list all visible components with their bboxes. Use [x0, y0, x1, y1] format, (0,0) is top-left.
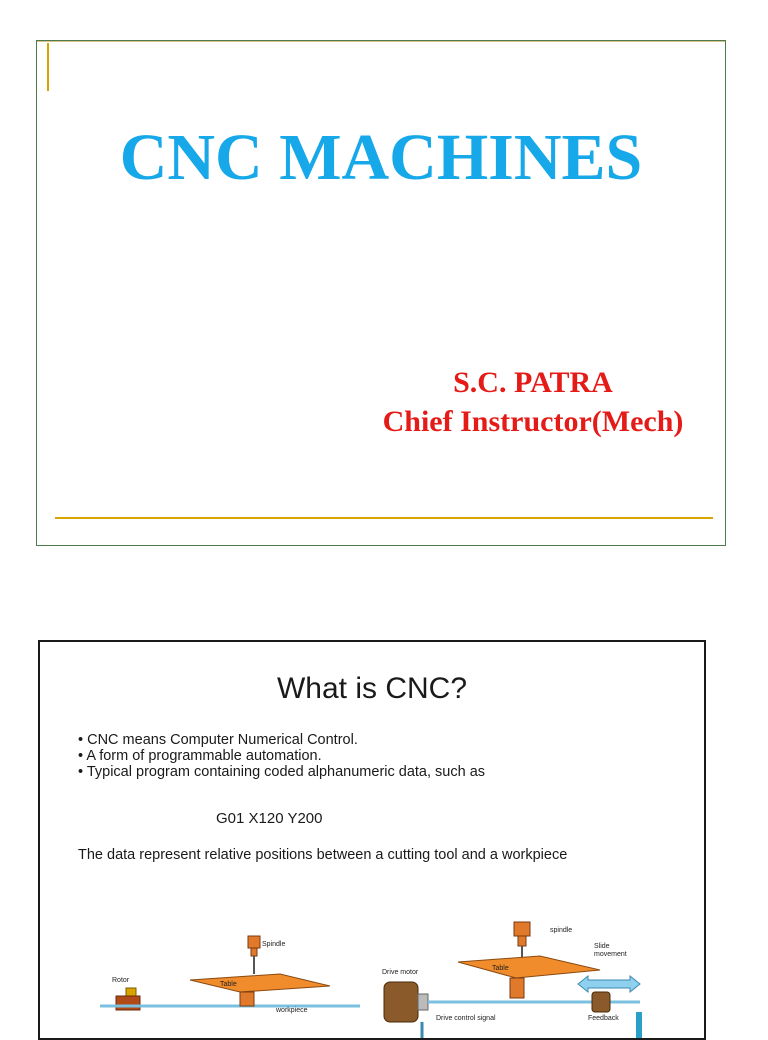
spindle-head: [248, 936, 260, 948]
slide-movement-line: movement: [594, 951, 627, 958]
nut: [510, 978, 524, 998]
table-shape: [190, 974, 330, 992]
drive-motor-shape: [384, 982, 418, 1022]
bottom-rule: [55, 517, 713, 519]
double-arrow-icon: [578, 976, 640, 992]
bullet-item: • A form of programmable automation.: [78, 748, 485, 764]
what-is-cnc-slide: [38, 640, 706, 1040]
spindle-head: [514, 922, 530, 936]
left-accent-bar: [47, 43, 49, 91]
coupling: [418, 994, 428, 1010]
table-shape: [458, 956, 600, 978]
gcode-example: G01 X120 Y200: [216, 810, 323, 827]
top-accent-line: [37, 41, 725, 42]
rotor-base: [116, 996, 140, 1010]
bullet-item: • CNC means Computer Numerical Control.: [78, 732, 485, 748]
spindle-body: [518, 936, 526, 946]
spindle-label: Spindle: [262, 941, 286, 948]
bullet-item: • Typical program containing coded alphanumeric data, such as: [78, 764, 485, 780]
feedback-bar: [636, 1012, 642, 1040]
spindle-label: spindle: [550, 927, 573, 934]
slide-title: CNC MACHINES: [119, 121, 643, 194]
table-label: Table: [492, 965, 509, 972]
drive-control-signal-label: Drive control signal: [436, 1015, 496, 1022]
title-slide: [36, 40, 726, 546]
bullet-list: [78, 732, 485, 780]
author-role: Chief Instructor(Mech): [382, 405, 684, 438]
workpiece-label: workpiece: [276, 1007, 308, 1014]
spindle-body: [251, 948, 257, 956]
drive-motor-label: Drive motor: [382, 969, 419, 976]
closed-loop-diagram: [382, 922, 642, 1040]
nut: [240, 992, 254, 1006]
open-loop-diagram: [100, 936, 360, 1014]
rotor-label: Rotor: [112, 977, 130, 984]
encoder: [592, 992, 610, 1012]
author-block: [347, 363, 719, 441]
slide-movement-line: Slide: [594, 943, 610, 950]
author-name: S.C. PATRA: [453, 366, 613, 399]
table-label: Table: [220, 981, 237, 988]
slide-movement-label: [594, 943, 627, 958]
description-paragraph: The data represent relative positions between a cutting tool and a workpiece: [78, 847, 568, 863]
feedback-label: Feedback: [588, 1015, 619, 1022]
slide-heading: What is CNC?: [276, 672, 468, 705]
cnc-diagrams: [40, 904, 706, 1040]
